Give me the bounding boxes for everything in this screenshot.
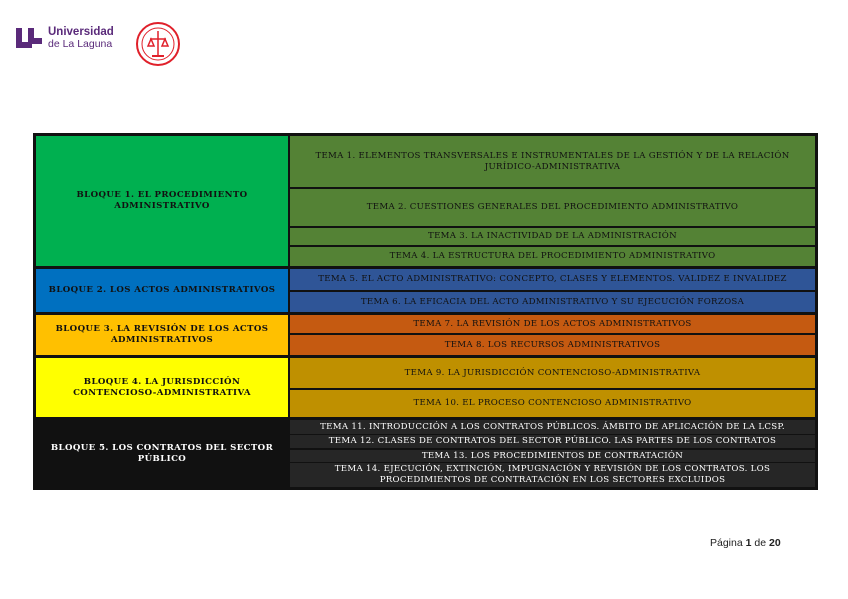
tema-cell [290,292,815,312]
bloque-cell [36,269,288,312]
tema-cell [290,315,815,333]
tema-cell-label: TEMA 5. EL ACTO ADMINISTRATIVO: CONCEPTO, CLASES Y ELEMENTOS. VALIDEZ E INVALIDEZ [318,274,787,284]
page-current: 1 [745,537,752,549]
university-logo-mark-icon [14,26,44,50]
bloque-cell-label: BLOQUE 4. LA JURISDICCIÓN CONTENCIOSO-ADMINISTRATIVA [73,376,251,398]
university-name-line1: Universidad [48,26,114,38]
page-number [710,537,781,549]
tema-cell-label: TEMA 4. LA ESTRUCTURA DEL PROCEDIMIENTO ADMINISTRATIVO [389,251,716,261]
bloque-cell [36,358,288,417]
bloque-cell [36,420,288,487]
tema-cell-label: TEMA 11. INTRODUCCIÓN A LOS CONTRATOS PÚBLICOS. ÁMBITO DE APLICACIÓN DE LA LCSP. [320,421,785,432]
tema-cell [290,189,815,226]
syllabus-table [33,133,818,490]
bloque-cell-label: BLOQUE 5. LOS CONTRATOS DEL SECTOR PÚBLICO [50,442,274,464]
tema-cell-label: TEMA 14. EJECUCIÓN, EXTINCIÓN, IMPUGNACIÓN Y REVISIÓN DE LOS CONTRATOS. LOS PROCEDIMIENTOS DE CONTRATACIÓN EN LOS SECTORES EXCLUIDOS [334,464,771,485]
tema-cell [290,228,815,245]
tema-cell-label: TEMA 1. ELEMENTOS TRANSVERSALES E INSTRUMENTALES DE LA GESTIÓN Y DE LA RELACIÓN JURÍDICO-ADMINISTRATIVA [315,150,790,172]
tema-cell-label: TEMA 7. LA REVISIÓN DE LOS ACTOS ADMINISTRATIVOS [413,318,692,329]
tema-cell-label: TEMA 6. LA EFICACIA DEL ACTO ADMINISTRATIVO Y SU EJECUCIÓN FORZOSA [360,296,745,307]
university-name [48,26,114,50]
tema-cell [290,136,815,187]
tema-cell [290,450,815,462]
tema-cell-label: TEMA 9. LA JURISDICCIÓN CONTENCIOSO-ADMINISTRATIVA [404,367,701,378]
page-of: de [754,537,767,549]
bloque-cell-label: BLOQUE 3. LA REVISIÓN DE LOS ACTOS ADMINISTRATIVOS [55,324,269,345]
tema-cell-label: TEMA 10. EL PROCESO CONTENCIOSO ADMINISTRATIVO [413,398,692,408]
tema-cell-label: TEMA 12. CLASES DE CONTRATOS DEL SECTOR PÚBLICO. LAS PARTES DE LOS CONTRATOS [328,436,777,446]
tema-cell [290,358,815,388]
page-total: 20 [769,537,781,549]
tema-cell [290,335,815,355]
tema-cell [290,463,815,487]
tema-cell [290,269,815,290]
tema-cell-label: TEMA 13. LOS PROCEDIMIENTOS DE CONTRATACIÓN [421,450,684,461]
tema-cell-label: TEMA 2. CUESTIONES GENERALES DEL PROCEDIMIENTO ADMINISTRATIVO [366,202,739,212]
bloque-cell-label: BLOQUE 1. EL PROCEDIMIENTO ADMINISTRATIVO [76,190,248,211]
university-name-line2: de La Laguna [48,38,113,50]
bloque-cell-label: BLOQUE 2. LOS ACTOS ADMINISTRATIVOS [48,285,276,295]
bloque-cell [36,136,288,266]
tema-cell [290,435,815,448]
tema-cell-label: TEMA 3. LA INACTIVIDAD DE LA ADMINISTRACIÓN [428,231,677,241]
bloque-cell [36,315,288,355]
page-prefix: Página [710,537,743,549]
faculty-seal-icon [134,20,182,68]
tema-cell [290,420,815,434]
tema-cell [290,390,815,417]
tema-cell-label: TEMA 8. LOS RECURSOS ADMINISTRATIVOS [444,339,661,350]
tema-cell [290,247,815,266]
